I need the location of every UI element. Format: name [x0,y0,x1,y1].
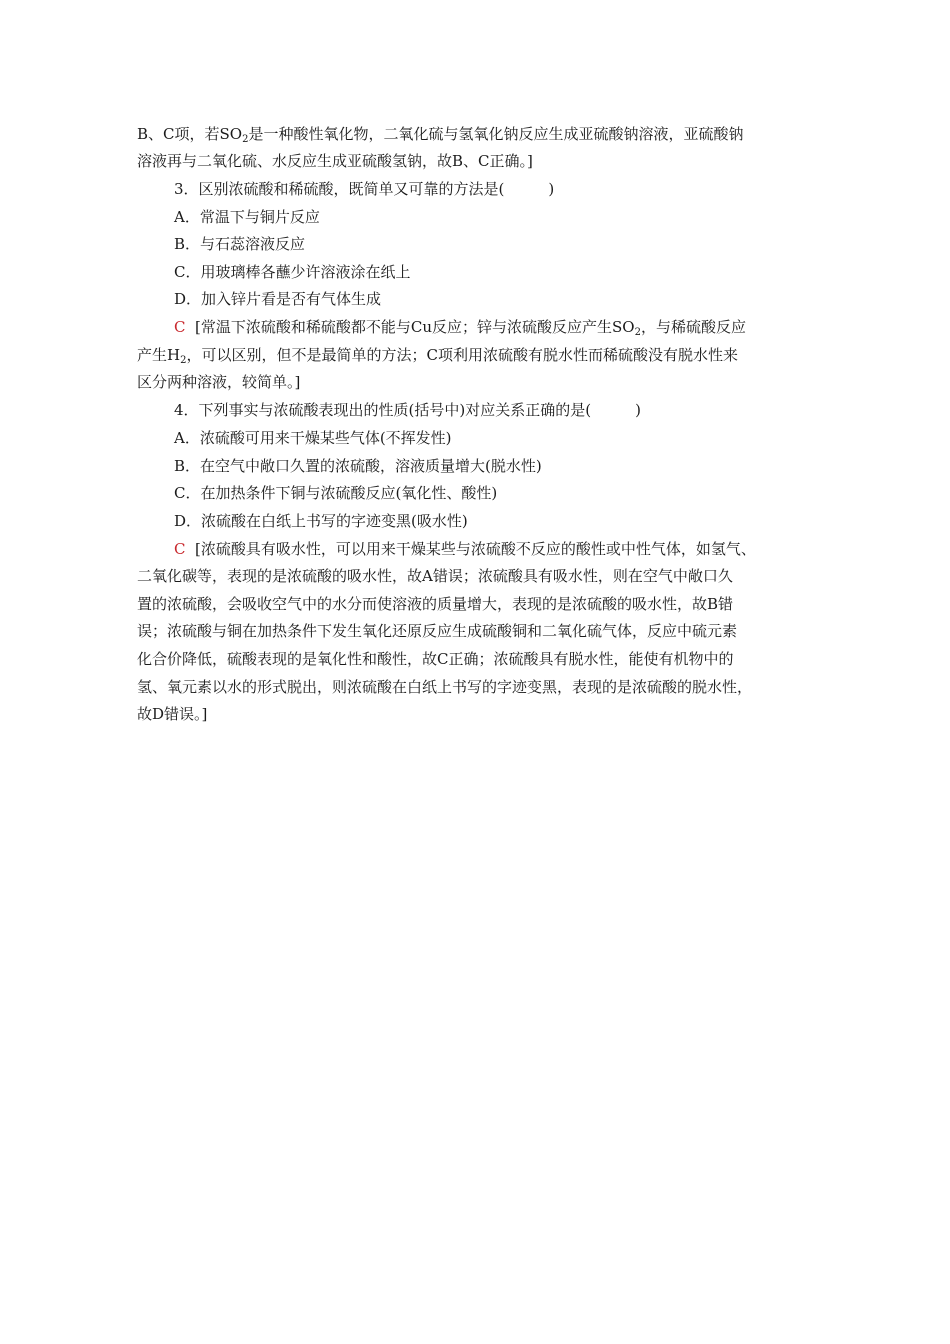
text-span: ，与稀硫酸反应 [640,318,746,336]
q4-explanation-line-3: 置的浓硫酸，会吸收空气中的水分而使溶液的质量增大，表现的是浓硫酸的吸水性，故B错 [137,595,734,613]
text-span: 产生H [137,346,181,364]
q3-explanation-line-3: 区分两种溶液，较简单。] [137,373,301,391]
q3-stem [174,179,817,199]
q4-option-b: B．在空气中敞口久置的浓硫酸，溶液质量增大(脱水性) [174,457,542,475]
text-span: [浓硫酸具有吸水性，可以用来干燥某些与浓硫酸不反应的酸性或中性气体，如氢气、 [195,540,756,558]
q4-stem-text: 4．下列事实与浓硫酸表现出的性质(括号中)对应关系正确的是( [174,401,592,419]
subscript: 2 [242,134,249,145]
q4-explanation-line-1 [174,539,817,559]
q4-explanation-line-6: 氢、氧元素以水的形式脱出，则浓硫酸在白纸上书写的字迹变黑，表现的是浓硫酸的脱水性， [137,678,753,696]
q4-explanation-line-7: 故D错误。] [137,705,208,723]
q2-explanation-line-1 [137,124,817,144]
q3-option-b: B．与石蕊溶液反应 [174,235,306,253]
q4-option-a: A．浓硫酸可用来干燥某些气体(不挥发性) [174,429,452,447]
q3-option-d: D．加入锌片看是否有气体生成 [174,290,382,308]
q3-stem-text: 3．区别浓硫酸和稀硫酸，既简单又可靠的方法是( [174,180,505,198]
q4-explanation-line-5: 化合价降低，硫酸表现的是氧化性和酸性，故C正确；浓硫酸具有脱水性，能使有机物中的 [137,650,734,668]
q3-option-c: C．用玻璃棒各蘸少许溶液涂在纸上 [174,263,411,281]
q3-explanation-line-1 [174,317,817,337]
q4-answer: C [174,540,186,558]
q4-stem-close: ) [635,401,641,419]
q2-explanation-line-2: 溶液再与二氧化硫、水反应生成亚硫酸氢钠，故B、C正确。] [137,152,533,170]
q4-option-c: C．在加热条件下铜与浓硫酸反应(氧化性、酸性) [174,484,498,502]
q3-stem-close: ) [548,180,555,198]
subscript: 2 [634,327,641,338]
q4-option-d: D．浓硫酸在白纸上书写的字迹变黑(吸水性) [174,512,468,530]
text-span: ，可以区别，但不是最简单的方法；C项利用浓硫酸有脱水性而稀硫酸没有脱水性来 [186,346,738,364]
text-span: B、C项，若SO [137,125,243,143]
text-span: 是一种酸性氧化物，二氧化硫与氢氧化钠反应生成亚硫酸钠溶液，亚硫酸钠 [248,125,744,143]
q3-answer: C [174,318,186,336]
q3-explanation-line-2 [137,345,817,365]
q3-option-a: A．常温下与铜片反应 [174,208,320,226]
q4-explanation-line-2: 二氧化碳等，表现的是浓硫酸的吸水性，故A错误；浓硫酸具有吸水性，则在空气中敞口久 [137,567,733,585]
text-span: [常温下浓硫酸和稀硫酸都不能与Cu反应；锌与浓硫酸反应产生SO [195,318,635,336]
q4-stem [174,400,817,420]
subscript: 2 [180,355,187,366]
q4-explanation-line-4: 误；浓硫酸与铜在加热条件下发生氧化还原反应生成硫酸铜和二氧化硫气体，反应中硫元素 [137,622,738,640]
